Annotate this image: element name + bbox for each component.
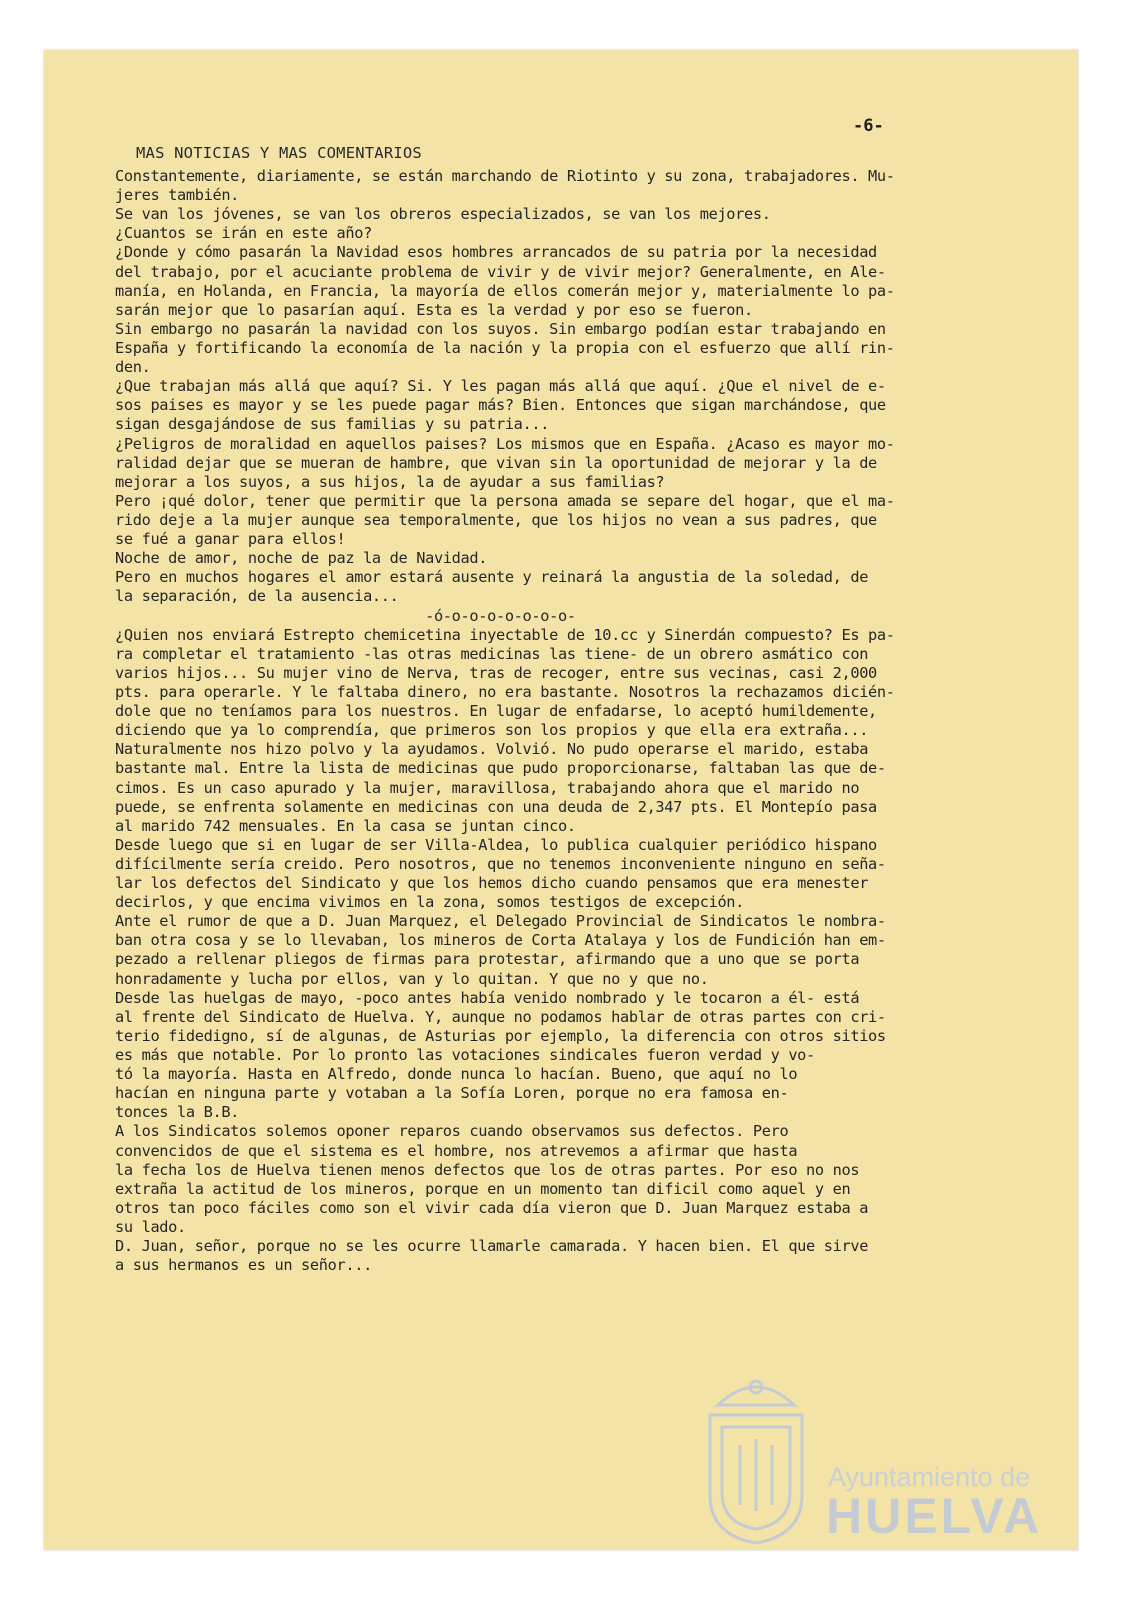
city-seal-watermark [700,1375,812,1545]
text-line: honradamente y lucha por ellos, van y lo quitan. Y que no y que no. [115,969,709,988]
text-line: bastante mal. Entre la lista de medicinas que pudo proporcionarse, faltaban las que de- [115,759,886,778]
text-line: ¿Quien nos enviará Estrepto chemicetina inyectable de 10.cc y Sinerdán compuesto? Es pa- [115,625,895,644]
text-line: puede, se enfrenta solamente en medicinas con una deuda de 2,347 pts. El Montepío pasa [115,797,877,816]
text-line: jeres también. [115,186,240,205]
page-heading: MAS NOTICIAS Y MAS COMENTARIOS [136,144,422,162]
text-line: ¿Que trabajan más allá que aquí? Si. Y les pagan más allá que aquí. ¿Que el nivel de e- [115,377,886,396]
text-line: otros tan poco fáciles como son el vivir cada día vieron que D. Juan Marquez estaba a [115,1198,869,1217]
text-line: mejorar a los suyos, a sus hijos, la de ayudar a sus familias? [115,472,665,491]
text-line: pts. para operarle. Y le faltaba dinero, no era bastante. Nosotros la rechazamos dicién- [115,682,895,701]
text-line: Desde luego que si en lugar de ser Villa-Aldea, lo publica cualquier periódico hispano [115,835,877,854]
text-line: varios hijos... Su mujer vino de Nerva, tras de recoger, entre sus vecinas, casi 2,000 [115,663,877,682]
text-line: hacían en ninguna parte y votaban a la Sofía Loren, porque no era famosa en- [115,1084,789,1103]
text-line: ¿Peligros de moralidad en aquellos paises? Los mismos que en España. ¿Acaso es mayor mo- [115,434,895,453]
text-line: ¿Donde y cómo pasarán la Navidad esos hombres arrancados de su patria por la necesidad [115,243,877,262]
text-line: difícilmente sería creido. Pero nosotros, que no tenemos inconveniente ninguno en seña- [115,854,886,873]
text-line: den. [115,358,151,377]
text-line: es más que notable. Por lo pronto las votaciones sindicales fueron verdad y vo- [115,1046,815,1065]
text-line: a sus hermanos es un señor... [115,1256,372,1275]
text-line: lar los defectos del Sindicato y que los hemos dicho cuando pensamos que era menester [115,874,869,893]
watermark-line-2: HUELVA [826,1488,1043,1544]
text-line: del trabajo, por el acuciante problema de vivir y de vivir mejor? Generalmente, en Ale- [115,262,886,281]
text-line: su lado. [115,1218,186,1237]
text-line: Sin embargo no pasarán la navidad con los suyos. Sin embargo podían estar trabajando en [115,319,886,338]
text-line: A los Sindicatos solemos oponer reparos cuando observamos sus defectos. Pero [115,1122,789,1141]
watermark-line-1: Ayuntamiento de [828,1462,1031,1492]
text-line: sos paises es mayor y se les puede pagar más? Bien. Entonces que sigan marchándose, que [115,396,886,415]
text-line: Desde las huelgas de mayo, -poco antes había venido nombrado y le tocaron a él- está [115,988,860,1007]
text-line: sigan desgajándose de sus familias y su patria... [115,415,550,434]
text-line: ra completar el tratamiento -las otras medicinas las tiene- de un obrero asmático con [115,644,869,663]
page-number: -6- [853,116,884,136]
text-line: al frente del Sindicato de Huelva. Y, aunque no podamos hablar de otras partes con cri- [115,1007,886,1026]
body-text [115,167,985,1275]
text-line: ralidad dejar que se mueran de hambre, que vivan sin la oportunidad de mejorar y la de [115,453,877,472]
text-line: Noche de amor, noche de paz la de Navidad. [115,549,488,568]
text-line: cimos. Es un caso apurado y la mujer, maravillosa, trabajando ahora que el marido no [115,778,860,797]
text-line: Constantemente, diariamente, se están marchando de Riotinto y su zona, trabajadores. Mu- [115,167,895,185]
text-line: -ó-o-o-o-o-o-o-o- [115,606,576,625]
text-line: ban otra cosa y se lo llevaban, los mineros de Corta Atalaya y los de Fundición han em- [115,931,886,950]
text-line: D. Juan, señor, porque no se les ocurre llamarle camarada. Y hacen bien. El que sirve [115,1237,869,1256]
text-line: pezado a rellenar pliegos de firmas para protestar, afirmando que a uno que se porta [115,950,860,969]
text-line: extraña la actitud de los mineros, porque en un momento tan dificil como aquel y en [115,1179,851,1198]
text-line: la separación, de la ausencia... [115,587,399,606]
text-line: manía, en Holanda, en Francia, la mayoría de ellos comerán mejor y, materialmente lo pa- [115,281,895,300]
text-line: Ante el rumor de que a D. Juan Marquez, el Delegado Provincial de Sindicatos le nombra- [115,912,886,931]
text-line: Naturalmente nos hizo polvo y la ayudamos. Volvió. No pudo operarse el marido, estaba [115,740,869,759]
text-line: Pero ¡qué dolor, tener que permitir que la persona amada se separe del hogar, que el ma- [115,491,895,510]
text-line: tó la mayoría. Hasta en Alfredo, donde nunca lo hacían. Bueno, que aquí no lo [115,1065,798,1084]
text-line: diciendo que ya lo comprendía, que primeros son los propios y que ella era extraña... [115,721,869,740]
text-line: convencidos de que el sistema es el hombre, nos atrevemos a afirmar que hasta [115,1141,798,1160]
text-line: ¿Cuantos se irán en este año? [115,224,372,243]
text-line: la fecha los de Huelva tienen menos defectos que los de otras partes. Por eso no nos [115,1160,860,1179]
text-line: Se van los jóvenes, se van los obreros especializados, se van los mejores. [115,205,771,224]
text-line: se fué a ganar para ellos! [115,530,346,549]
text-line: España y fortificando la economía de la nación y la propia con el esfuerzo que allí rin- [115,338,895,357]
text-line: al marido 742 mensuales. En la casa se juntan cinco. [115,816,576,835]
text-line: rido deje a la mujer aunque sea temporalmente, que los hijos no vean a sus padres, que [115,510,877,529]
text-line: terio fidedigno, sí de algunas, de Asturias por ejemplo, la diferencia con otros sitios [115,1026,886,1045]
text-line: decirlos, y que encima vivimos en la zona, somos testigos de excepción. [115,893,745,912]
text-line: Pero en muchos hogares el amor estará ausente y reinará la angustia de la soledad, de [115,568,869,587]
text-line: sarán mejor que lo pasarían aquí. Esta es la verdad y por eso se fueron. [115,300,753,319]
text-line: dole que no teníamos para los nuestros. En lugar de enfadarse, lo aceptó humildemente, [115,702,877,721]
text-line: tonces la B.B. [115,1103,240,1122]
